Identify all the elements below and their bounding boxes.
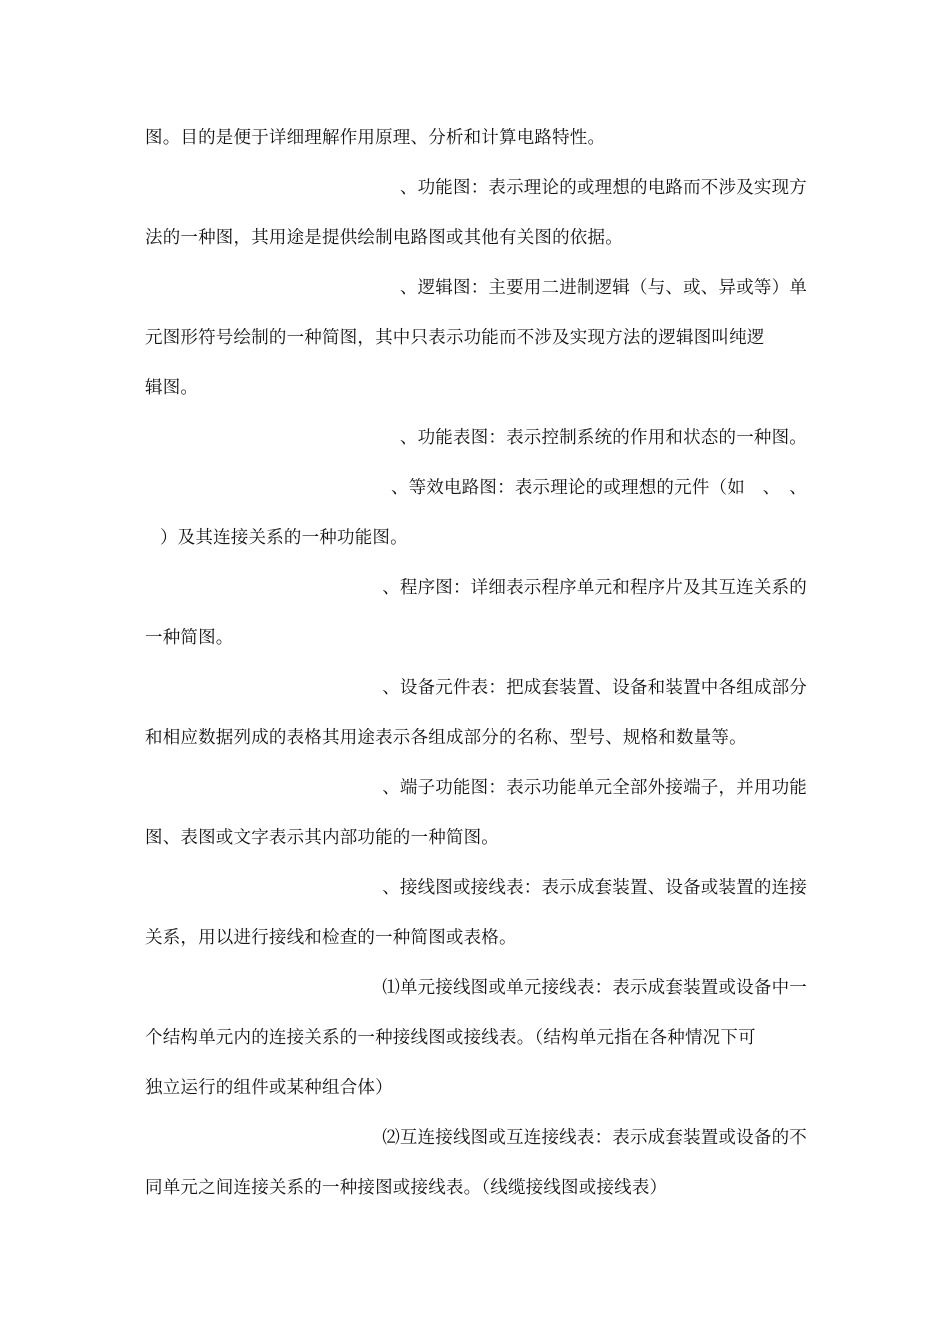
- text-line: 元图形符号绘制的一种简图，其中只表示功能而不涉及实现方法的逻辑图叫纯逻: [145, 328, 765, 348]
- text-line: 、等效电路图：表示理论的或理想的元件（如 、 、: [390, 478, 807, 498]
- text-line: 个结构单元内的连接关系的一种接线图或接线表。（结构单元指在各种情况下可: [145, 1028, 756, 1048]
- text-line: 法的一种图，其用途是提供绘制电路图或其他有关图的依据。: [145, 228, 623, 248]
- text-line: 辑图。: [145, 378, 199, 398]
- text-line: 、接线图或接线表：表示成套装置、设备或装置的连接: [382, 878, 807, 898]
- text-line: ）及其连接关系的一种功能图。: [160, 528, 408, 548]
- text-line: ⑵互连接线图或互连接线表：表示成套装置或设备的不: [382, 1128, 807, 1148]
- text-line: 、功能图：表示理论的或理想的电路而不涉及实现方: [399, 178, 807, 198]
- text-line: 独立运行的组件或某种组合体）: [145, 1078, 393, 1098]
- text-line: 、端子功能图：表示功能单元全部外接端子，并用功能: [382, 778, 807, 798]
- text-line: 、功能表图：表示控制系统的作用和状态的一种图。: [399, 428, 807, 448]
- text-line: 、设备元件表：把成套装置、设备和装置中各组成部分: [382, 678, 807, 698]
- text-line: ⑴单元接线图或单元接线表：表示成套装置或设备中一: [382, 978, 807, 998]
- text-line: 、逻辑图：主要用二进制逻辑（与、或、异或等）单: [399, 278, 807, 298]
- text-line: 同单元之间连接关系的一种接图或接线表。（线缆接线图或接线表）: [145, 1178, 668, 1198]
- text-line: 和相应数据列成的表格其用途表示各组成部分的名称、型号、规格和数量等。: [145, 728, 747, 748]
- text-line: 图、表图或文字表示其内部功能的一种简图。: [145, 828, 499, 848]
- text-line: 关系，用以进行接线和检查的一种简图或表格。: [145, 928, 517, 948]
- text-line: 、程序图：详细表示程序单元和程序片及其互连关系的: [382, 578, 807, 598]
- text-line: 一种简图。: [145, 628, 234, 648]
- text-line: 图。目的是便于详细理解作用原理、分析和计算电路特性。: [145, 128, 606, 148]
